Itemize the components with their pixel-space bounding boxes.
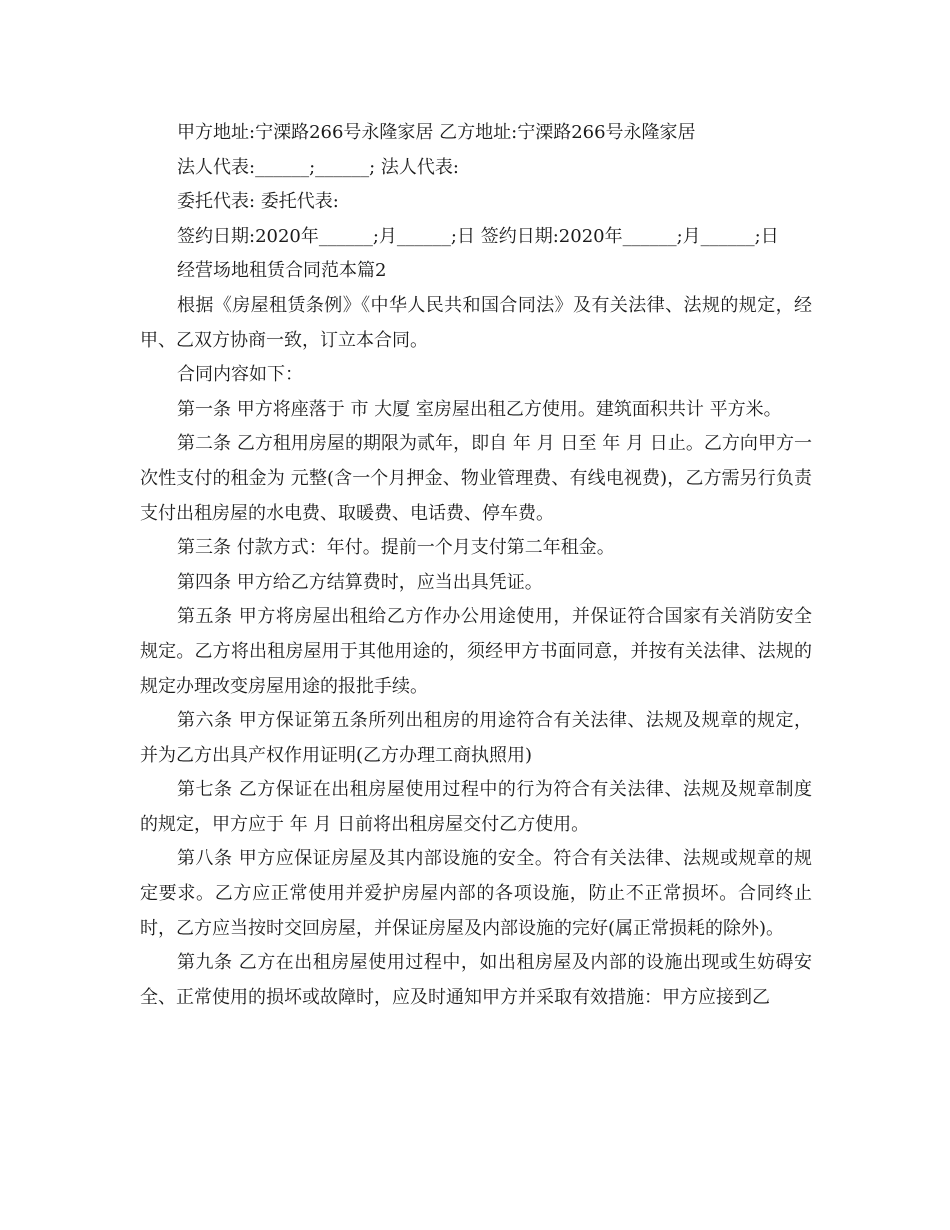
paragraph-article-4: 第四条 甲方给乙方结算费时，应当出具凭证。 [177,571,543,593]
signing-date-line: 签约日期:2020年______;月______;日 签约日期:2020年______;月______;日 [177,225,779,247]
document-body [140,116,812,1015]
section-title: 经营场地租赁合同范本篇2 [177,260,387,282]
paragraph-article-7: 第七条 乙方保证在出租房屋使用过程中的行为符合有关法律、法规及规章制度的规定，甲方应于 年 月 日前将出租房屋交付乙方使用。 [140,779,812,835]
paragraph-article-6: 第六条 甲方保证第五条所列出租房的用途符合有关法律、法规及规章的规定，并为乙方出具产权作用证明(乙方办理工商执照用) [140,710,812,766]
paragraph-article-5: 第五条 甲方将房屋出租给乙方作办公用途使用，并保证符合国家有关消防安全规定。乙方将出租房屋用于其他用途的，须经甲方书面同意，并按有关法律、法规的规定办理改变房屋用途的报批手续。 [140,606,812,697]
authorized-representative-line: 委托代表: 委托代表: [177,191,339,213]
paragraph-article-9: 第九条 乙方在出租房屋使用过程中，如出租房屋及内部的设施出现或生妨碍安全、正常使用的损坏或故障时，应及时通知甲方并采取有效措施：甲方应接到乙 [140,952,812,1008]
legal-representative-line: 法人代表:______;______; 法人代表: [177,156,459,178]
paragraph-article-2: 第二条 乙方租用房屋的期限为贰年，即自 年 月 日至 年 月 日止。乙方向甲方一次性支付的租金为 元整(含一个月押金、物业管理费、有线电视费)，乙方需另行负责支付出租房屋的水电费、取暖费、电话费、停车费。 [140,433,812,524]
paragraph-contract-intro: 合同内容如下： [177,364,303,386]
paragraph-article-8: 第八条 甲方应保证房屋及其内部设施的安全。符合有关法律、法规或规章的规定要求。乙方应正常使用并爱护房屋内部的各项设施，防止不正常损坏。合同终止时，乙方应当按时交回房屋，并保证房屋及内部设施的完好(属正常损耗的除外)。 [140,848,812,939]
paragraph-article-3: 第三条 付款方式：年付。提前一个月支付第二年租金。 [177,537,615,559]
party-address-line: 甲方地址:宁溧路266号永隆家居 乙方地址:宁溧路266号永隆家居 [177,122,696,143]
paragraph-preamble: 根据《房屋租赁条例》《中华人民共和国合同法》及有关法律、法规的规定，经甲、乙双方协商一致，订立本合同。 [140,294,812,351]
paragraph-article-1: 第一条 甲方将座落于 市 大厦 室房屋出租乙方使用。建筑面积共计 平方米。 [177,398,782,420]
